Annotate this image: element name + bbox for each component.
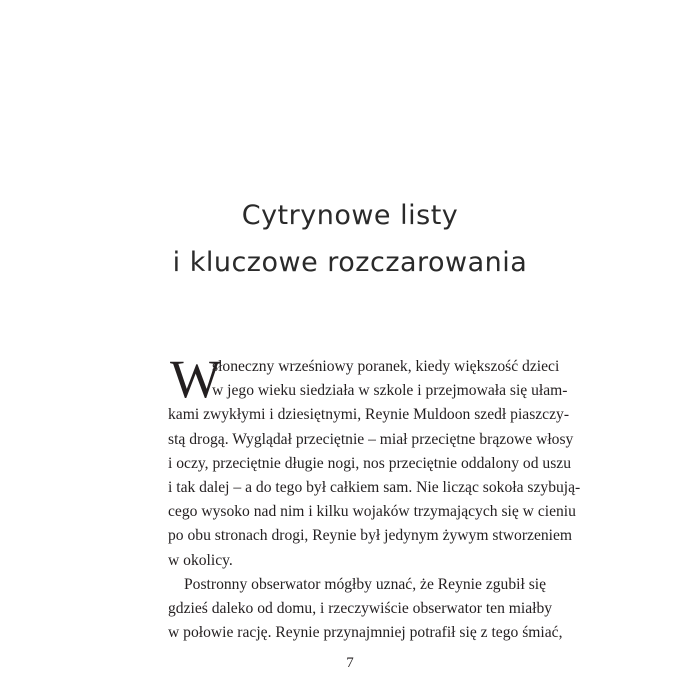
text-line: w jego wieku siedziała w szkole i przejmowała się ułam- (212, 382, 568, 400)
page-number: 7 (346, 655, 354, 671)
text-line: kami zwykłymi i dziesiętnymi, Reynie Muldoon szedł piaszczy- (168, 406, 570, 424)
drop-cap: W (170, 349, 221, 409)
body-text (168, 349, 581, 645)
text-line: gdzieś daleko od domu, i rzeczywiście obserwator ten miałby (168, 599, 553, 617)
chapter-title (0, 192, 700, 286)
text-line: cego wysoko nad nim i kilku wojaków trzymających się w cieniu (168, 503, 576, 521)
paragraph-2 (168, 573, 563, 646)
text-line: po obu stronach drogi, Reynie był jedynym żywym stworzeniem (168, 527, 573, 545)
text-line: słoneczny wrześniowy poranek, kiedy większość dzieci (212, 358, 560, 375)
chapter-title-line-2: i kluczowe rozczarowania (172, 247, 528, 278)
text-line: Postronny obserwator mógłby uznać, że Reynie zgubił się (184, 575, 547, 593)
chapter-title-line-1: Cytrynowe listy (241, 200, 459, 231)
text-line: stą drogą. Wyglądał przeciętnie – miał przeciętne brązowe włosy (168, 430, 574, 448)
text-line: w okolicy. (168, 551, 233, 569)
text-line: w połowie rację. Reynie przynajmniej potrafił się z tego śmiać, (168, 624, 563, 642)
paragraph-1 (168, 349, 581, 573)
text-line: i oczy, przeciętnie długie nogi, nos przeciętnie oddalony od uszu (168, 454, 571, 472)
text-line: i tak dalej – a do tego był całkiem sam. Nie licząc sokoła szybują- (168, 478, 581, 496)
